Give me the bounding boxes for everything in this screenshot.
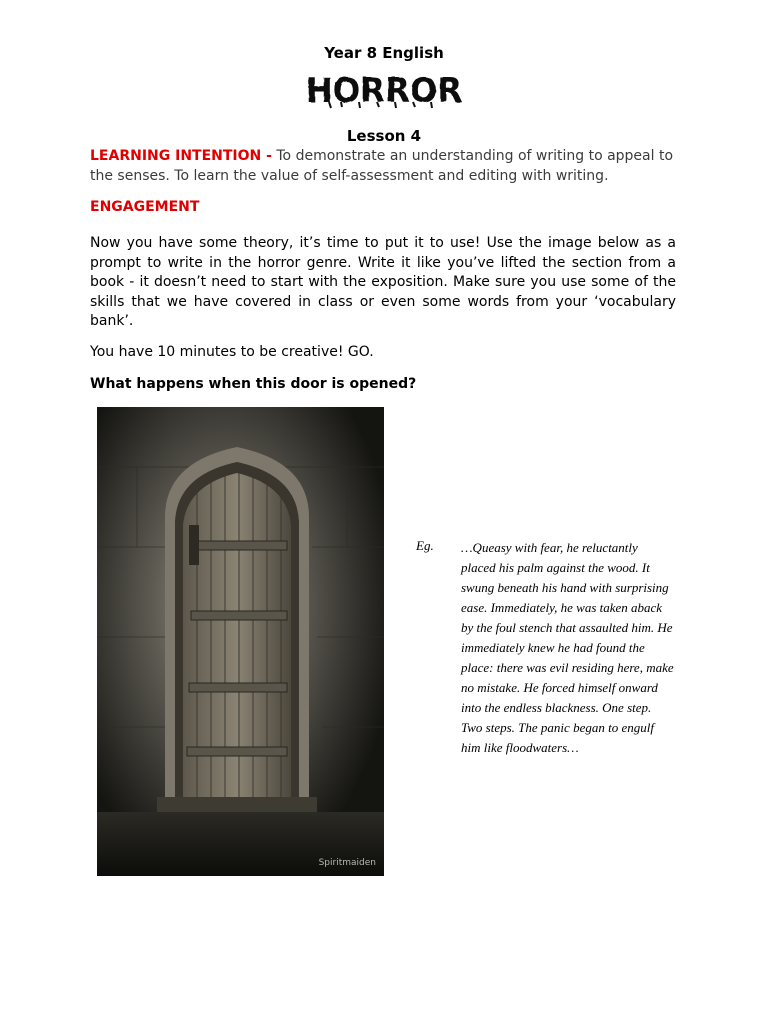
- svg-text:HORROR: HORROR: [305, 70, 463, 111]
- door-photo: [97, 407, 384, 876]
- learning-intention-label: LEARNING INTENTION -: [90, 148, 272, 164]
- example-paragraph: …Queasy with fear, he reluctantly placed his palm against the wood. It swung beneath his hand with surprising ease. Immediately, he was taken aback by the foul stench that assaulted him. He immediately knew he had found the place: there was evil residing here, make no mistake. He forced himself onward into the endless blackness. One step. Two steps. The panic began to engulf him like floodwaters…: [461, 540, 674, 755]
- learning-intention-text: To demonstrate an understanding of writing to appeal to the senses. To learn the value of self-assessment and editing with writing.: [90, 148, 674, 184]
- lesson-title: Lesson 4: [346, 127, 422, 145]
- document-title: Year 8 English: [324, 44, 444, 62]
- learning-intention: [90, 147, 676, 186]
- photo-credit: Spiritmaiden: [318, 858, 376, 868]
- time-instruction: You have 10 minutes to be creative! GO.: [90, 344, 374, 360]
- horror-logo: [0, 68, 768, 110]
- engagement-heading: ENGAGEMENT: [90, 199, 200, 215]
- instructions-paragraph: Now you have some theory, it’s time to put it to use! Use the image below as a prompt to write in the horror genre. Write it like you’ve lifted the section from a book - it doesn’t need to start with the exposition. Make sure you use some of the skills that we have covered in class or even some words from your ‘vocabulary bank’.: [90, 235, 676, 329]
- prompt-question: What happens when this door is opened?: [90, 376, 417, 392]
- example-label: Eg.: [416, 538, 434, 553]
